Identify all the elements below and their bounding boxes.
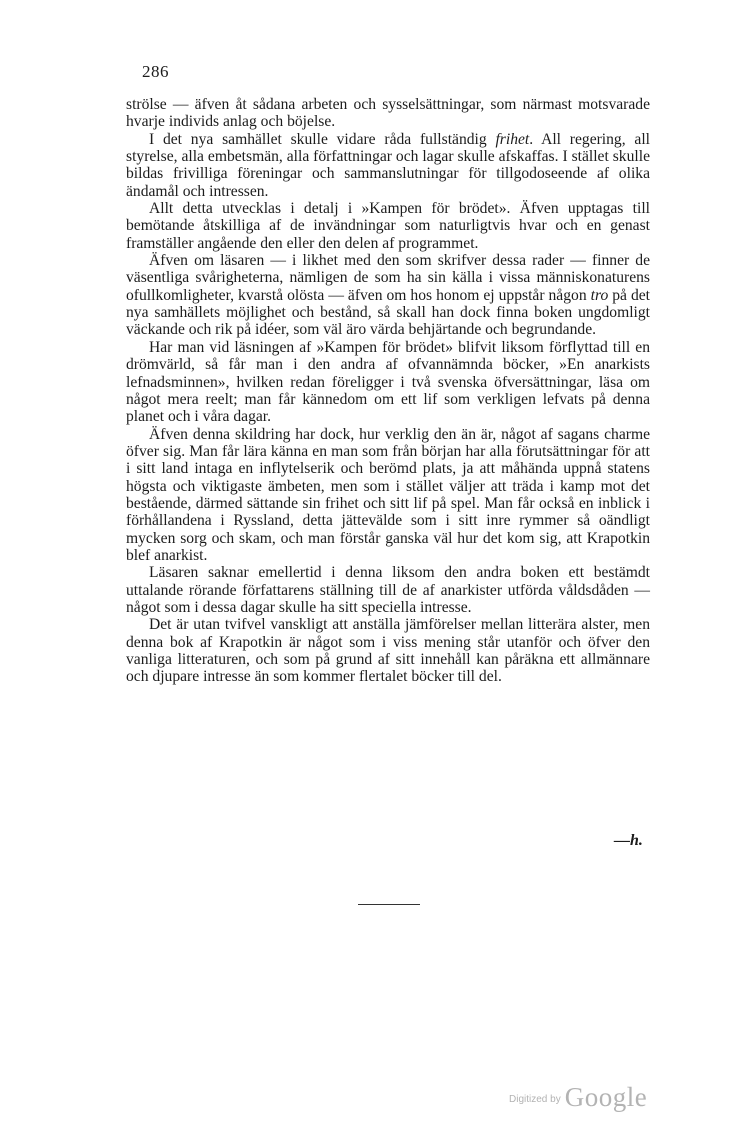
paragraph-text: I det nya samhället skulle vidare råda fullständig xyxy=(149,130,496,148)
paragraph-text: Läsaren saknar emellertid i denna liksom den andra boken ett bestämdt uttalande rörande författarens ställning till de af anarkister utförda våldsdåden — något som i dessa dagar skulle ha sitt speciella intresse. xyxy=(126,564,650,616)
paragraph xyxy=(126,426,650,565)
paragraph xyxy=(126,339,650,426)
paragraph-text: Allt detta utvecklas i detalj i »Kampen för brödet». Äfven upptagas till bemötande åtskilliga af de invändningar som naturligtvis hvar och en genast framställer angående den eller den delen af programmet. xyxy=(126,200,650,252)
paragraph-text: på det nya samhällets möjlighet och bestånd, så skall han dock finna boken ungdomligt väckande och rik på idéer, som väl äro värda behjärtande och begrundande. xyxy=(126,286,650,339)
watermark-prefix: Digitized by xyxy=(509,1094,561,1105)
paragraph-text: Äfven om läsaren — i likhet med den som skrifver dessa rader — finner de väsentliga svårigheterna, nämligen de som ha sin källa i vissa människonaturens ofullkomligheter, kvarstå olösta — äfven om hos honom ej uppstår någon xyxy=(126,252,650,304)
paragraph xyxy=(126,96,650,131)
paragraph-text: Det är utan tvifvel vanskligt att anställa jämförelser mellan litterära alster, men denna bok af Krapotkin är något som i viss mening står utanför och öfver den vanliga litteraturen, och som på grund af sitt innehåll kan påräkna ett allmännare och djupare intresse än som kommer flertalet böcker till del. xyxy=(126,616,650,686)
digitized-watermark xyxy=(509,1082,647,1113)
paragraph-text: Har man vid läsningen af »Kampen för brödet» blifvit liksom förflyttad till en drömvärld, så får man i den andra af ofvannämnda böcker, »En anarkists lefnadsminnen», hvilken redan föreligger i två svenska öfversättningar, läsa om något mera reelt; man får kännedom om ett lif som verkligen lefvats på denna planet och i våra dagar. xyxy=(126,338,650,426)
paragraph xyxy=(126,616,650,685)
paragraph xyxy=(126,131,650,200)
paragraph xyxy=(126,564,650,616)
page-number: 286 xyxy=(142,62,169,81)
google-logo: Google xyxy=(564,1082,648,1112)
paragraph-text: Äfven denna skildring har dock, hur verklig den än är, något af sagans charme öfver sig. Man får lära känna en man som från början har alla förutsättningar för att i sitt land intaga en inflytelserik och berömd plats, ja att måhända uppnå statens högsta och viktigaste ämbeten, men som i stället väljer att träda i kamp mot det bestående, därmed sättande sin frihet och sitt lif på spel. Man får också en inblick i förhållandena i Ryssland, detta jättevälde som i sitt inre rymmer så oändligt mycken sorg och skam, och man förstår ganska väl hur det kom sig, att Krapotkin blef anarkist. xyxy=(126,425,650,564)
emphasized-word: frihet xyxy=(495,130,530,148)
body-text xyxy=(126,96,650,686)
emphasized-word: tro xyxy=(590,286,609,304)
paragraph-text: strölse — äfven åt sådana arbeten och sysselsättningar, som närmast motsvarade hvarje individs anlag och böjelse. xyxy=(126,96,650,131)
signature: —h. xyxy=(614,832,643,849)
paragraph xyxy=(126,252,650,339)
paragraph xyxy=(126,200,650,252)
paragraph-text: . All regering, all styrelse, alla embetsmän, alla författningar och lagar skulle afskaffas. I stället skulle bildas frivilliga föreningar och sammanslutningar för tillgodoseende af olika ändamål och intressen. xyxy=(126,130,650,200)
section-divider xyxy=(358,904,420,905)
